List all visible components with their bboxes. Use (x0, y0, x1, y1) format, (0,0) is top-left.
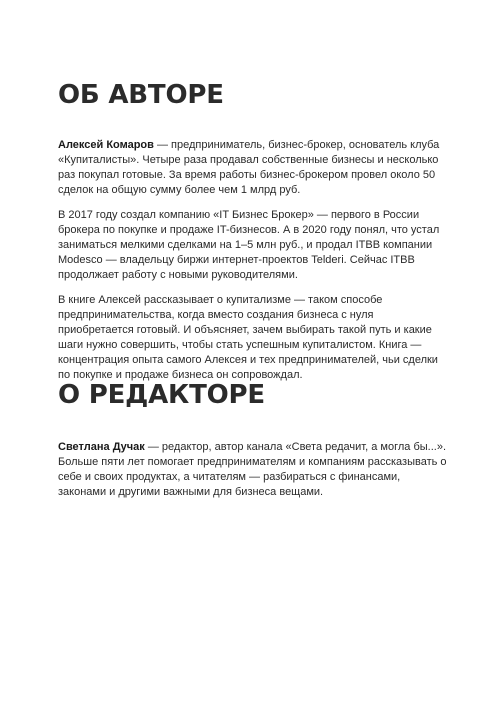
about-editor-section (58, 380, 448, 510)
author-career-paragraph: В 2017 году создал компанию «IT Бизнес Брокер» — первого в России брокера по покупке и продаже IT-бизнесов. А в 2020 году понял, что устал заниматься мелкими сделками на 1–5 млн руб., и продал ITBB компании Modesco — владельцу биржи интернет-проектов Telderi. Сейчас ITBB продолжает работу с новыми руководителями. (58, 209, 440, 281)
editor-bio-text: — редактор, автор канала «Света редачит, а могла бы...». Больше пяти лет помогает предпринимателям и компаниям рассказывать о себе и своих продуктах, а читателям — разбираться с финансами, законами и другими важными для бизнеса вещами. (58, 441, 447, 498)
author-bio-paragraph (58, 138, 448, 198)
about-editor-heading: О РЕДАКТОРЕ (58, 380, 265, 410)
about-author-section (58, 80, 448, 393)
about-author-heading: ОБ АВТОРЕ (58, 80, 224, 110)
editor-name: Светлана Дучак (58, 441, 145, 453)
author-book-paragraph: В книге Алексей рассказывает о купитализме — таком способе предпринимательства, когда вместо создания бизнеса с нуля приобретается готовый. И объясняет, зачем выбирать такой путь и какие шаги нужно совершить, чтобы стать успешным купиталистом. Книга — концентрация опыта самого Алексея и тех предпринимателей, чьи сделки по покупке и продаже бизнеса он сопровождал. (58, 294, 438, 381)
author-name: Алексей Комаров (58, 139, 154, 151)
editor-bio-paragraph (58, 440, 448, 500)
about-editor-body (58, 440, 448, 500)
about-author-body (58, 138, 448, 383)
author-bio-text: — предприниматель, бизнес-брокер, основатель клуба «Купиталисты». Четыре раза продавал собственные бизнесы и несколько раз покупал готовые. За время работы бизнес-брокером провел около 50 сделок на общую сумму более чем 1 млрд руб. (58, 139, 440, 196)
